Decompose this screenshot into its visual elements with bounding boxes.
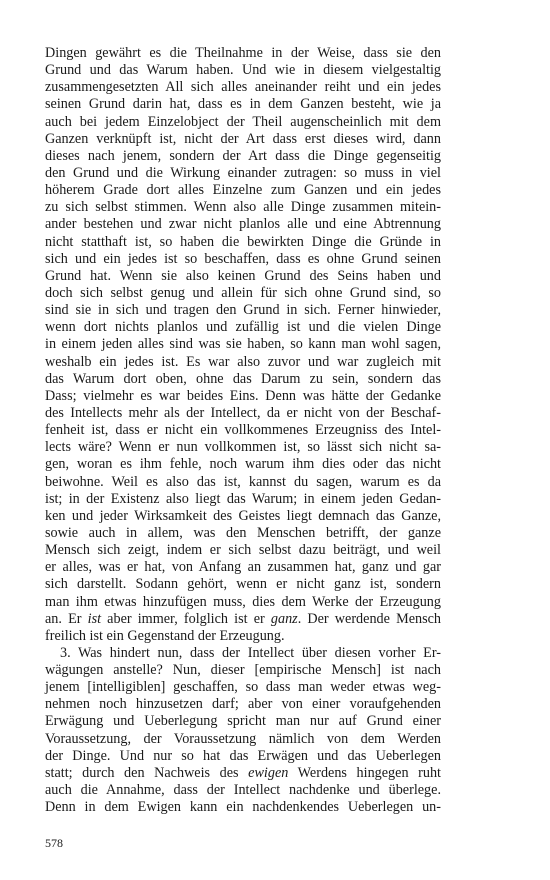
line-text: sich und ein jedes ist so beschaffen, dass es ohne Grund seinen (45, 250, 441, 267)
text-line (45, 182, 441, 199)
line-text: in einem jeden alles sind was sie haben, so kann man wohl sagen, (45, 336, 441, 353)
text-line (45, 354, 441, 371)
page-body (45, 45, 441, 816)
text-line (45, 782, 441, 799)
text-line (45, 594, 441, 611)
text-line (45, 165, 441, 182)
text-line (45, 559, 441, 576)
text-line (45, 319, 441, 336)
line-text: Werdens hingegen ruht (288, 764, 441, 781)
text-line (45, 662, 441, 679)
line-text: das Warum dort oben, ohne das Darum zu sein, sondern das (45, 370, 441, 387)
text-line (45, 45, 441, 62)
line-text: Mensch sich zeigt, indem er sich selbst dazu beiträgt, und weil (45, 542, 441, 559)
line-text: Denn in dem Ewigen kann ein nachdenkendes Ueberlegen un- (45, 799, 441, 816)
text-line (45, 542, 441, 559)
line-text: weshalb ein jedes ist. Es war also zuvor und war zugleich mit (45, 353, 441, 370)
text-line (45, 628, 441, 645)
line-text: Grund und das Warum haben. Und wie in diesem vielgestaltig (45, 62, 441, 79)
line-text: nicht statthaft ist, so haben die bewirkten Dinge die Gründe in (45, 233, 441, 250)
text-line (45, 422, 441, 439)
text-line (45, 713, 441, 730)
line-text: an. Er (45, 610, 88, 627)
line-text: sich darstellt. Sodann gehört, wenn er nicht ganz ist, sondern (45, 576, 441, 593)
line-text: Dass; vielmehr es war beides Eins. Denn was hätte der Gedanke (45, 387, 441, 404)
text-line (45, 96, 441, 113)
text-line (45, 336, 441, 353)
text-line (45, 731, 441, 748)
line-text: sind sie in sich und tragen den Grund in sich. Ferner hinwieder, (45, 302, 441, 319)
text-line (45, 576, 441, 593)
line-text: wenn dort nichts planlos und zufällig ist und die vielen Dinge (45, 319, 441, 336)
line-text: beiwohne. Weil es also das ist, kannst du sagen, warum es da (45, 473, 441, 490)
line-text: zu sich selbst stimmen. Wenn also alle Dinge zusammen mitein- (45, 199, 441, 216)
line-text: Voraussetzung, der Voraussetzung nämlich von dem Werden (45, 730, 441, 747)
line-text: Grund hat. Wenn sie also keinen Grund des Seins haben und (45, 267, 441, 284)
text-line (45, 131, 441, 148)
line-text: auch die Annahme, dass der Intellect nachdenke und überlege. (45, 782, 441, 799)
line-text: ken und jeder Wirksamkeit des Geistes liegt demnach das Ganze, (45, 507, 441, 524)
line-text: freilich ist ein Gegenstand der Erzeugung. (45, 627, 285, 644)
line-text: jenem [intelligiblen] geschaffen, so dass man weder etwas weg- (45, 679, 441, 696)
text-line (45, 199, 441, 216)
line-text: aber immer, folglich ist er (101, 610, 271, 627)
text-line (45, 62, 441, 79)
text-line (45, 114, 441, 131)
text-line (45, 268, 441, 285)
line-text: Ganzen verknüpft ist, nicht der Art dass erst dieses wird, dann (45, 130, 441, 147)
line-text: wägungen anstelle? Nun, dieser [empirische Mensch] ist nach (45, 662, 441, 679)
text-line (45, 645, 441, 662)
line-text: er alles, was er hat, von Anfang an zusammen hat, ganz und gar (45, 559, 441, 576)
text-line (45, 765, 441, 782)
line-text: man ihm etwas hinzufügen muss, dies dem Werke der Erzeugung (45, 593, 441, 610)
text-line (45, 696, 441, 713)
emphasized-word: ewigen (248, 764, 289, 781)
text-line (45, 405, 441, 422)
text-line (45, 79, 441, 96)
line-text: des Intellects mehr als der Intellect, da er nicht von der Beschaf- (45, 404, 441, 421)
text-line (45, 251, 441, 268)
text-line (45, 474, 441, 491)
text-line (45, 679, 441, 696)
line-text: den Grund und die Wirkung einander zutragen: so muss in viel (45, 164, 441, 181)
text-line (45, 508, 441, 525)
text-line (45, 388, 441, 405)
line-text: fenheit ist, dass er nicht ein vollkommenes Erzeugniss des Intel- (45, 422, 441, 439)
line-text: statt; durch den Nachweis des (45, 764, 249, 781)
line-text: 3. Was hindert nun, dass der Intellect über diesen vorher Er- (60, 644, 441, 661)
line-text: doch sich selbst genug und allein für sich ohne Grund sind, so (45, 284, 441, 301)
line-text: höherem Grade dort alles Einzelne zum Ganzen und ein jedes (45, 182, 441, 199)
text-line (45, 371, 441, 388)
page-number: 578 (45, 836, 63, 850)
text-line (45, 216, 441, 233)
line-text: nehmen noch hinzusetzen darf; aber von einer voraufgehenden (45, 696, 441, 713)
text-line (45, 611, 441, 628)
text-line (45, 456, 441, 473)
text-line (45, 799, 441, 816)
text-line (45, 302, 441, 319)
line-text: Erwägung und Ueberlegung spricht man nur auf Grund einer (45, 713, 441, 730)
line-text: seinen Grund darin hat, dass es in dem Ganzen besteht, wie ja (45, 96, 441, 113)
line-text: auch bei jedem Einzelobject der Theil augenscheinlich mit dem (45, 113, 441, 130)
line-text: Dingen gewährt es die Theilnahme in der Weise, dass sie den (45, 45, 441, 61)
text-line (45, 439, 441, 456)
text-line (45, 748, 441, 765)
text-line (45, 525, 441, 542)
line-text: dieses nach jenem, sondern der Art dass die Dinge gegenseitig (45, 147, 441, 164)
emphasized-word: ist (87, 610, 102, 627)
text-line (45, 234, 441, 251)
line-text: sowie auch in allem, was den Menschen betrifft, der ganze (45, 524, 441, 541)
line-text: ist; in der Existenz also liegt das Warum; in einem jeden Gedan- (45, 490, 441, 507)
line-text: lects wäre? Wenn er nun vollkommen ist, so lässt sich nicht sa- (45, 439, 441, 456)
emphasized-word: ganz (270, 610, 298, 627)
text-line (45, 148, 441, 165)
text-line (45, 285, 441, 302)
line-text: der Dinge. Und nur so hat das Erwägen und das Ueberlegen (45, 747, 441, 764)
line-text: gen, woran es ihm fehle, noch warum ihm dies oder das nicht (45, 456, 441, 473)
line-text: zusammengesetzten All sich alles aneinander reiht und ein jedes (45, 79, 441, 96)
line-text: . Der werdende Mensch (297, 610, 441, 627)
line-text: ander bestehen und zwar nicht planlos alle und eine Abtrennung (45, 216, 441, 233)
text-line (45, 491, 441, 508)
